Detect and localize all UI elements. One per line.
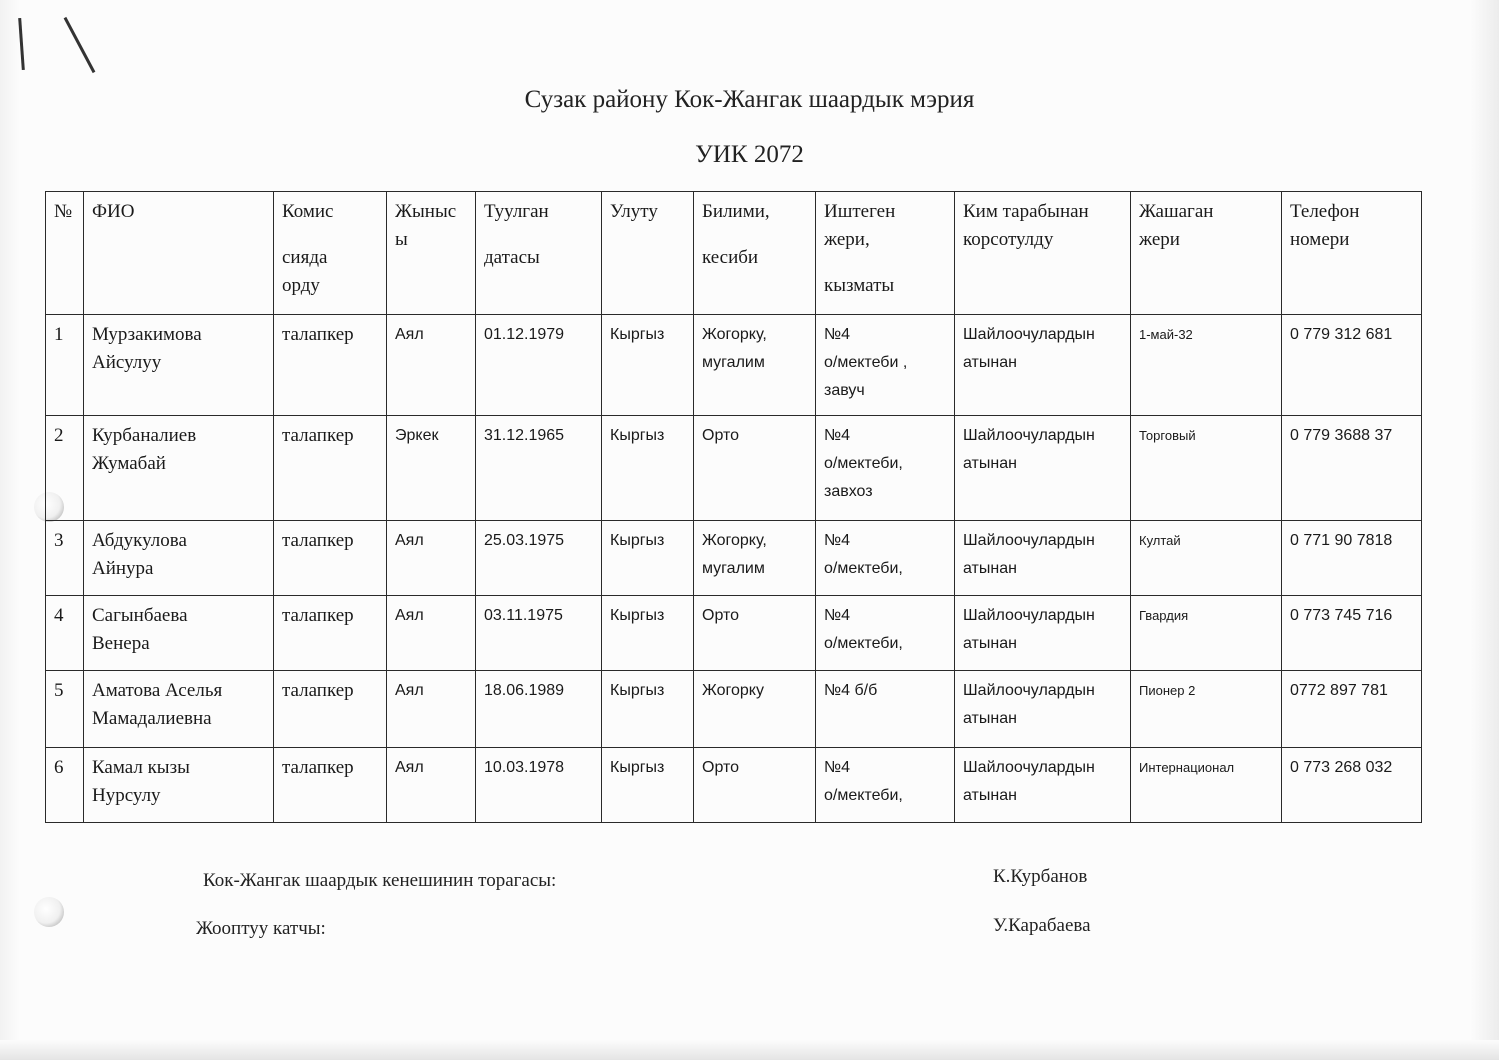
- secretary-name: У.Карабаева: [993, 915, 1091, 936]
- cell-role: талапкер: [274, 596, 387, 671]
- cell-phone: 0 771 90 7818: [1282, 521, 1422, 596]
- cell-education: Орто: [694, 748, 816, 823]
- cell-nationality: Кыргыз: [602, 521, 694, 596]
- cell-gender: Аял: [387, 521, 476, 596]
- cell-gender: Аял: [387, 671, 476, 748]
- header-nominated-by: Ким тарабынан корсотулду: [955, 192, 1131, 315]
- header-workplace: Иштеген жери, кызматы: [816, 192, 955, 315]
- cell-role: талапкер: [274, 315, 387, 416]
- cell-workplace: №4 о/мектеби, завхоз: [816, 416, 955, 521]
- cell-role: талапкер: [274, 748, 387, 823]
- cell-phone: 0 773 268 032: [1282, 748, 1422, 823]
- header-fio: ФИО: [84, 192, 274, 315]
- cell-gender: Аял: [387, 315, 476, 416]
- cell-gender: Аял: [387, 748, 476, 823]
- table-row: [46, 671, 1422, 748]
- cell-birth-date: 31.12.1965: [476, 416, 602, 521]
- cell-role: талапкер: [274, 521, 387, 596]
- cell-fio: Абдукулова Айнура: [84, 521, 274, 596]
- secretary-label: Жооптуу катчы:: [196, 918, 326, 939]
- cell-fio: Сагынбаева Венера: [84, 596, 274, 671]
- cell-birth-date: 25.03.1975: [476, 521, 602, 596]
- cell-nationality: Кыргыз: [602, 596, 694, 671]
- cell-birth-date: 01.12.1979: [476, 315, 602, 416]
- table-header-row: [46, 192, 1422, 315]
- table-row: [46, 521, 1422, 596]
- cell-workplace: №4 б/б: [816, 671, 955, 748]
- cell-nationality: Кыргыз: [602, 748, 694, 823]
- header-gender: Жыныс ы: [387, 192, 476, 315]
- cell-nationality: Кыргыз: [602, 671, 694, 748]
- punch-hole: [34, 897, 64, 927]
- cell-workplace: №4 о/мектеби,: [816, 748, 955, 823]
- table-row: [46, 596, 1422, 671]
- cell-residence: Гвардия: [1131, 596, 1282, 671]
- cell-nominated-by: Шайлоочулардын атынан: [955, 416, 1131, 521]
- cell-workplace: №4 о/мектеби , завуч: [816, 315, 955, 416]
- cell-nominated-by: Шайлоочулардын атынан: [955, 521, 1131, 596]
- header-number: №: [46, 192, 84, 315]
- cell-workplace: №4 о/мектеби,: [816, 596, 955, 671]
- document-title: Сузак району Кок-Жангак шаардык мэрия: [524, 86, 975, 113]
- cell-fio: Мурзакимова Айсулуу: [84, 315, 274, 416]
- header-role: Комис сияда орду: [274, 192, 387, 315]
- cell-fio: Аматова Аселья Мамадалиевна: [84, 671, 274, 748]
- cell-number: 2: [46, 416, 84, 521]
- table-row: [46, 748, 1422, 823]
- cell-workplace: №4 о/мектеби,: [816, 521, 955, 596]
- cell-residence: 1-май-32: [1131, 315, 1282, 416]
- header-residence: Жашаган жери: [1131, 192, 1282, 315]
- cell-education: Орто: [694, 596, 816, 671]
- cell-fio: Камал кызы Нурсулу: [84, 748, 274, 823]
- cell-nationality: Кыргыз: [602, 416, 694, 521]
- table-row: [46, 315, 1422, 416]
- cell-fio: Курбаналиев Жумабай: [84, 416, 274, 521]
- cell-role: талапкер: [274, 416, 387, 521]
- cell-education: Орто: [694, 416, 816, 521]
- header-birth-date: Туулган датасы: [476, 192, 602, 315]
- cell-number: 6: [46, 748, 84, 823]
- cell-nominated-by: Шайлоочулардын атынан: [955, 748, 1131, 823]
- cell-birth-date: 18.06.1989: [476, 671, 602, 748]
- chair-name: К.Курбанов: [993, 866, 1088, 887]
- cell-number: 4: [46, 596, 84, 671]
- cell-phone: 0 779 3688 37: [1282, 416, 1422, 521]
- cell-nominated-by: Шайлоочулардын атынан: [955, 596, 1131, 671]
- cell-role: талапкер: [274, 671, 387, 748]
- cell-nominated-by: Шайлоочулардын атынан: [955, 671, 1131, 748]
- chair-label: Кок-Жангак шаардык кенешинин торагасы:: [203, 870, 557, 891]
- cell-phone: 0772 897 781: [1282, 671, 1422, 748]
- cell-education: Жогорку: [694, 671, 816, 748]
- candidate-table: [45, 191, 1422, 823]
- paper-bottom-edge: [0, 1040, 1499, 1060]
- cell-residence: Култай: [1131, 521, 1282, 596]
- cell-nationality: Кыргыз: [602, 315, 694, 416]
- cell-gender: Аял: [387, 596, 476, 671]
- cell-residence: Торговый: [1131, 416, 1282, 521]
- cell-number: 1: [46, 315, 84, 416]
- cell-residence: Интернационал: [1131, 748, 1282, 823]
- cell-education: Жогорку, мугалим: [694, 521, 816, 596]
- cell-birth-date: 10.03.1978: [476, 748, 602, 823]
- cell-number: 3: [46, 521, 84, 596]
- cell-number: 5: [46, 671, 84, 748]
- cell-residence: Пионер 2: [1131, 671, 1282, 748]
- document-subtitle: УИК 2072: [695, 141, 804, 168]
- header-phone: Телефон номери: [1282, 192, 1422, 315]
- table-row: [46, 416, 1422, 521]
- cell-birth-date: 03.11.1975: [476, 596, 602, 671]
- header-nationality: Улуту: [602, 192, 694, 315]
- cell-phone: 0 779 312 681: [1282, 315, 1422, 416]
- cell-phone: 0 773 745 716: [1282, 596, 1422, 671]
- cell-gender: Эркек: [387, 416, 476, 521]
- cell-education: Жогорку, мугалим: [694, 315, 816, 416]
- cell-nominated-by: Шайлоочулардын атынан: [955, 315, 1131, 416]
- header-education: Билими, кесиби: [694, 192, 816, 315]
